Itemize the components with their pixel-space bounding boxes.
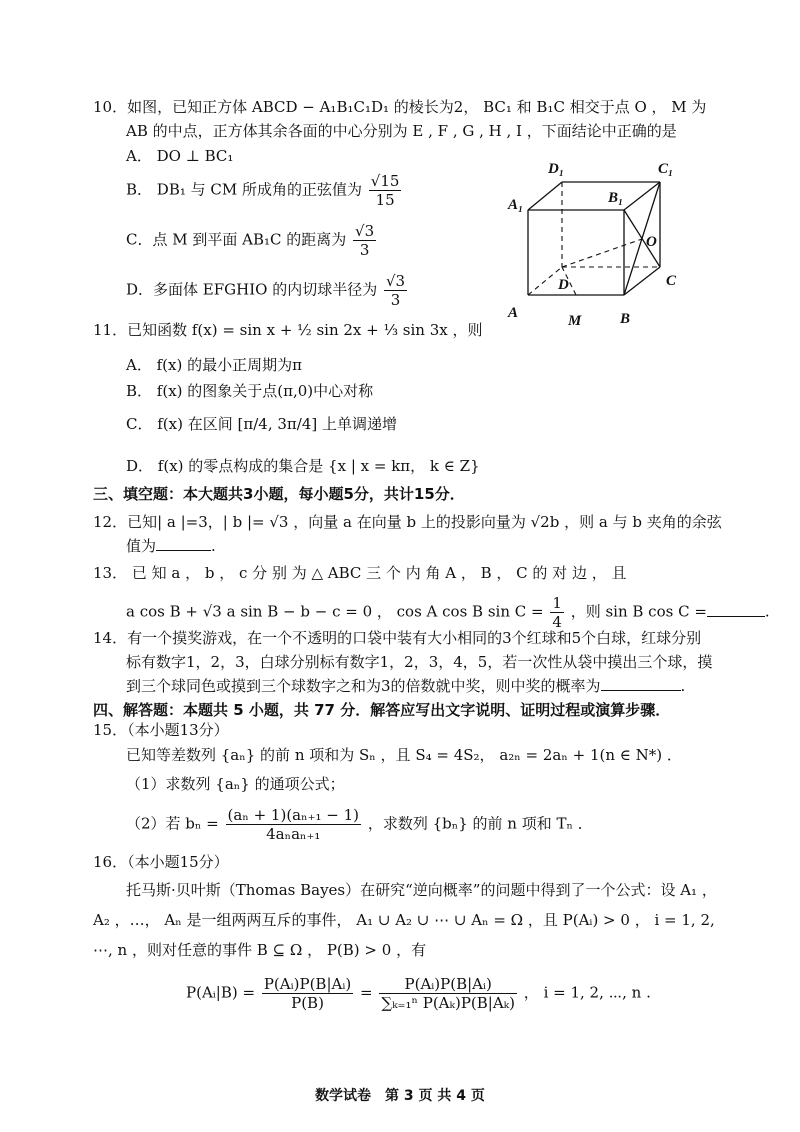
q10-option-b xyxy=(126,172,403,209)
q13-line-1: 13． 已 知 a ， b ， c 分 别 为 △ ABC 三 个 内 角 A ， B ， C 的 对 边 ， 且 xyxy=(93,564,627,582)
q13-fraction xyxy=(550,594,564,631)
q16-line-3: ⋯, n ，则对任意的事件 B ⊆ Ω ， P(B) > 0 ，有 xyxy=(93,941,427,959)
q10-option-b-denominator: 15 xyxy=(375,191,395,209)
q12-line-2-text: 值为 xyxy=(126,537,157,555)
page-footer: 数学试卷 第 3 页 共 4 页 xyxy=(315,1088,485,1104)
bayes-fraction-1 xyxy=(262,975,353,1012)
q10-option-c-text: C．点 M 到平面 AB₁C 的距离为 xyxy=(126,230,347,249)
q10-option-b-fraction xyxy=(369,172,402,209)
q15-heading: 15．（本小题13分） xyxy=(93,721,229,739)
q14-line-3-text: 到三个球同色或摸到三个球数字之和为3的倍数就中奖，则中奖的概率为 xyxy=(126,677,601,695)
q14-line-1: 14．有一个摸奖游戏，在一个不透明的口袋中装有大小相同的3个红球和5个白球，红球分别 xyxy=(93,629,702,647)
q12-line-1: 12．已知| a |=3，| b |= √3 ，向量 a 在向量 b 上的投影向量为 √2b ，则 a 与 b 夹角的余弦 xyxy=(93,513,722,531)
bayes-formula-lhs: P(Aᵢ|B) = xyxy=(186,983,256,1002)
q14-line-3: 到三个球同色或摸到三个球数字之和为3的倍数就中奖，则中奖的概率为 . xyxy=(126,677,686,695)
edge-b1-c1 xyxy=(624,182,660,210)
q14-answer-blank[interactable] xyxy=(601,690,681,691)
q10-stem-line-2: AB 的中点，正方体其余各面的中心分别为 E , F , G , H , I ，下面结论中正确的是 xyxy=(126,122,677,140)
q10-option-a: A． DO ⊥ BC₁ xyxy=(126,147,234,165)
label-a: A xyxy=(508,305,519,321)
q11-option-b: B． f(x) 的图象关于点(π,0)中心对称 xyxy=(126,382,374,400)
q15-stem: 已知等差数列 {aₙ} 的前 n 项和为 Sₙ ，且 S₄ = 4S₂， a₂ₙ = 2aₙ + 1(n ∈ N*) ． xyxy=(126,746,682,764)
q14-line-2: 标有数字1，2，3，白球分别标有数字1，2，3，4，5，若一次性从袋中摸出三个球，摸 xyxy=(126,653,713,671)
cube-diagram xyxy=(500,155,700,330)
hidden-edge-a-d xyxy=(528,267,562,295)
section-fill-in-heading: 三、填空题：本大题共3小题，每小题5分，共计15分． xyxy=(93,485,465,503)
q13-fraction-denominator: 4 xyxy=(552,613,562,631)
label-o: O xyxy=(646,234,657,250)
edge-b-c xyxy=(624,267,660,295)
q15-part-1: （1）求数列 {aₙ} 的通项公式； xyxy=(126,775,345,793)
q10-option-b-numerator: √15 xyxy=(370,172,400,190)
q11-option-c xyxy=(126,414,397,434)
q10-option-d-numerator: √3 xyxy=(386,272,406,290)
q16-line-1: 托马斯·贝叶斯（Thomas Bayes）在研究“逆向概率”的问题中得到了一个公式：设 A₁ ， xyxy=(126,881,717,899)
q15-part-2-tail: ，求数列 {bₙ} 的前 n 项和 Tₙ ． xyxy=(367,814,593,833)
q13-line-2-tail: ，则 sin B cos C = xyxy=(570,602,707,621)
q15-fraction-denominator: 4aₙaₙ₊₁ xyxy=(266,825,321,843)
q10-option-c-numerator: √3 xyxy=(355,222,375,240)
q10-option-c-denominator: 3 xyxy=(359,241,370,259)
label-a1: A₁ xyxy=(508,197,524,213)
bayes-fraction-2-denominator: ∑ₖ₌₁ⁿ P(Aₖ)P(B|Aₖ) xyxy=(381,994,516,1012)
q11-option-c-tail: 上单调递增 xyxy=(322,415,398,433)
label-b1: B₁ xyxy=(608,190,624,206)
q16-line-2: A₂ ，…， Aₙ 是一组两两互斥的事件， A₁ ∪ A₂ ∪ ⋯ ∪ Aₙ = Ω ，且 P(Aᵢ) > 0 ， i = 1, 2, xyxy=(93,911,715,929)
q12-line-2: 值为 . xyxy=(126,537,216,555)
q15-part-2 xyxy=(126,806,593,843)
section-answer-heading: 四、解答题：本题共 5 小题，共 77 分．解答应写出文字说明、证明过程或演算步骤． xyxy=(93,701,671,719)
bayes-fraction-1-denominator: P(B) xyxy=(291,994,324,1012)
bayes-formula-tail: ， i = 1, 2, ⋯, n . xyxy=(523,983,651,1002)
q15-part-2-text: （2）若 bₙ = xyxy=(126,814,219,833)
label-d1: D₁ xyxy=(548,161,565,177)
q10-option-b-text: B． DB₁ 与 CM 所成角的正弦值为 xyxy=(126,180,362,199)
label-c1: C₁ xyxy=(658,161,674,177)
q10-option-d-text: D．多面体 EFGHIO 的内切球半径为 xyxy=(126,280,378,299)
q11-stem: 11．已知函数 f(x) = sin x + ½ sin 2x + ⅓ sin 3x ，则 xyxy=(93,321,483,339)
bayes-fraction-2 xyxy=(379,975,517,1012)
q13-line-2: a cos B + √3 a sin B − b − c = 0 ， cos A cos B sin C = $\frac{1}{4}$ ，则 sin B cos C = . xyxy=(126,594,770,631)
q11-option-d: D． f(x) 的零点构成的集合是 {x | x = kπ， k ∈ Z} xyxy=(126,457,480,475)
bayes-formula xyxy=(186,975,651,1012)
q12-answer-blank[interactable] xyxy=(156,550,211,551)
q11-option-c-interval: [π/4, 3π/4] xyxy=(237,415,318,433)
q15-fraction-numerator: (aₙ + 1)(aₙ₊₁ − 1) xyxy=(227,806,360,824)
q10-option-d-fraction xyxy=(384,272,407,309)
label-c: C xyxy=(666,273,677,289)
q11-option-c-text: C． f(x) 在区间 xyxy=(126,415,233,433)
bayes-fraction-2-numerator: P(Aᵢ)P(B|Aᵢ) xyxy=(379,975,517,994)
q10-stem-line-1: 10．如图，已知正方体 ABCD − A₁B₁C₁D₁ 的棱长为2， BC₁ 和 B₁C 相交于点 O ， M 为 xyxy=(93,98,707,116)
edge-a1-d1 xyxy=(528,182,562,210)
bayes-fraction-1-numerator: P(Aᵢ)P(B|Aᵢ) xyxy=(263,975,352,993)
label-m: M xyxy=(568,313,582,329)
q15-fraction xyxy=(226,806,362,843)
q13-fraction-numerator: 1 xyxy=(552,594,562,612)
q13-line-2-text: a cos B + √3 a sin B − b − c = 0 ， cos A cos B sin C = xyxy=(126,602,544,621)
q10-option-c-fraction xyxy=(353,222,376,259)
q16-heading: 16．（本小题15分） xyxy=(93,853,229,871)
q10-option-d-denominator: 3 xyxy=(390,291,401,309)
q13-answer-blank[interactable] xyxy=(707,616,765,617)
bayes-formula-equals: = xyxy=(360,983,373,1002)
label-d: D xyxy=(558,277,569,293)
hidden-segment-d-o xyxy=(562,239,642,267)
label-b: B xyxy=(620,311,631,327)
q11-option-a: A． f(x) 的最小正周期为π xyxy=(126,356,302,374)
q10-option-c xyxy=(126,222,378,259)
q10-option-d xyxy=(126,272,409,309)
